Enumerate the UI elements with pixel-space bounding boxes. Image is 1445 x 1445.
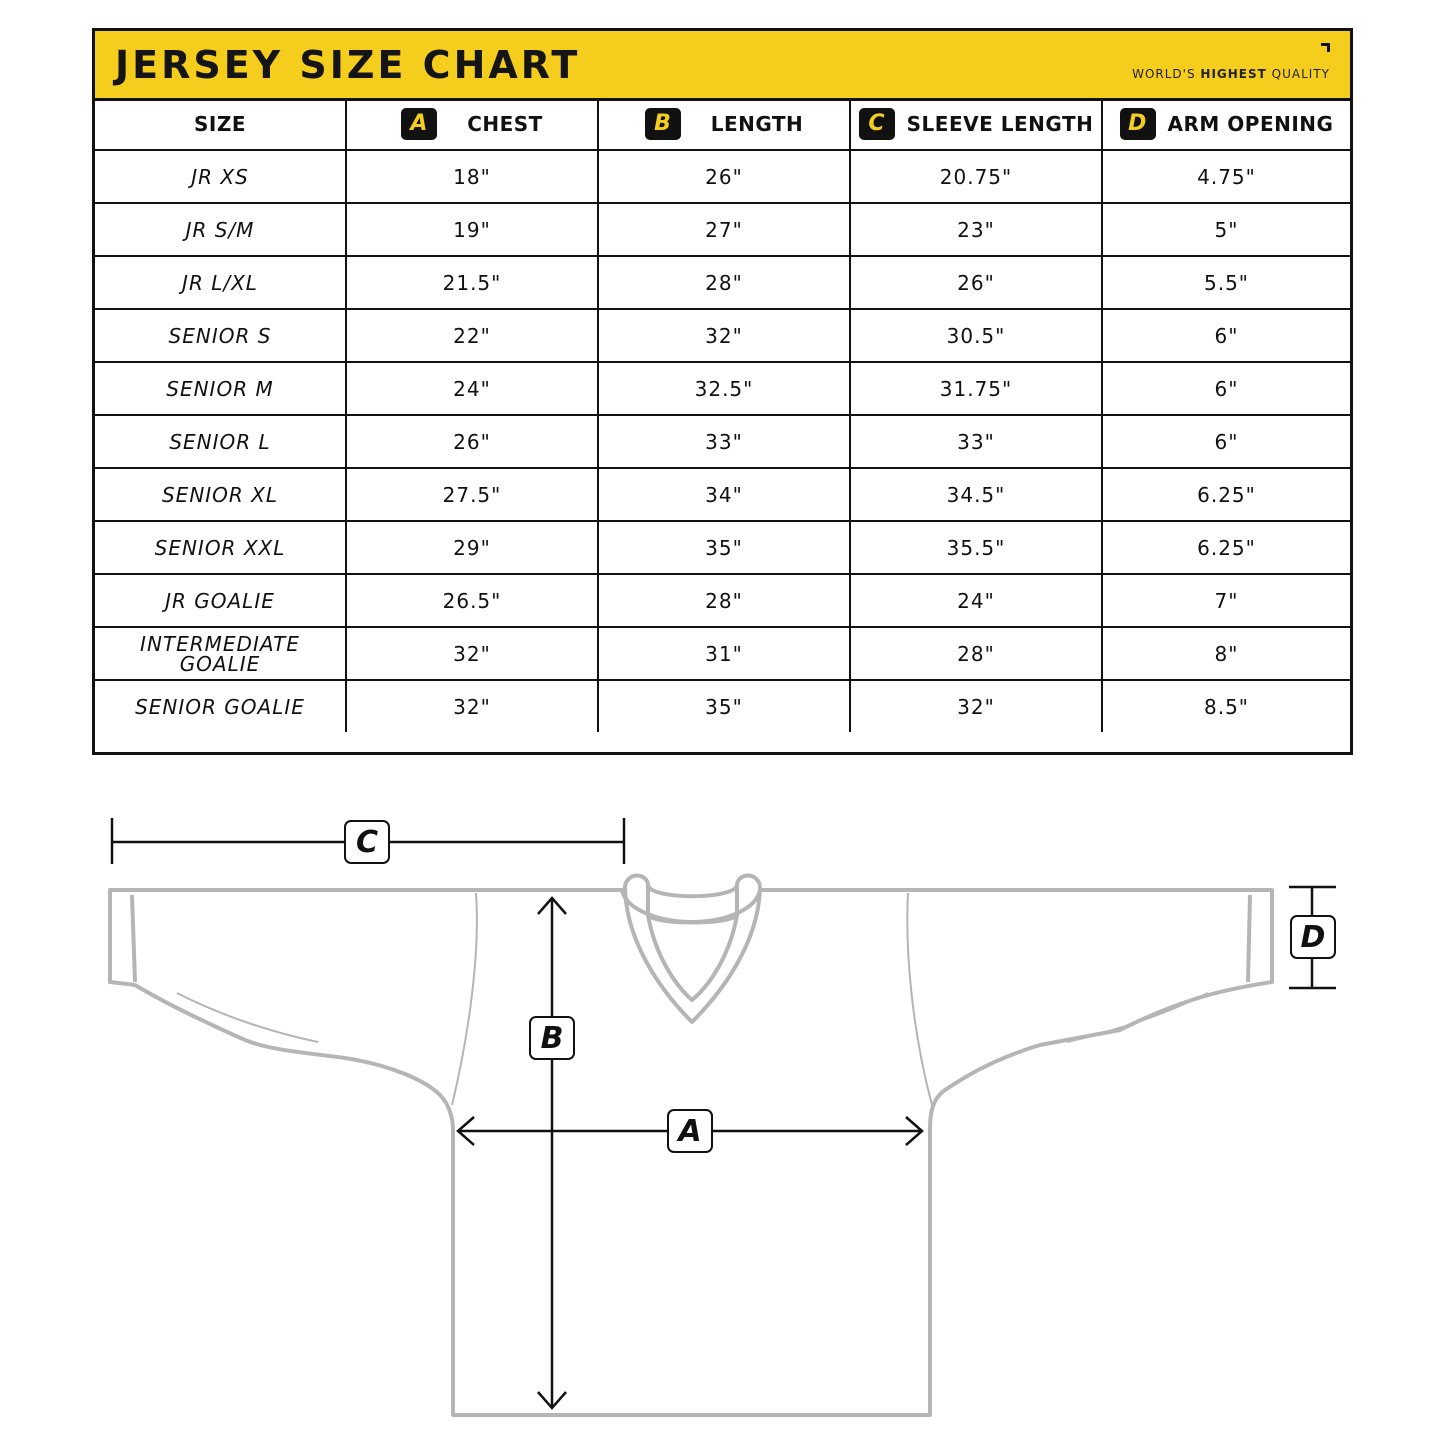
header-length: [598, 98, 850, 150]
header-chest-label: CHEST: [467, 111, 543, 136]
sleeve-cell: 23": [850, 203, 1102, 256]
chest-cell: 18": [346, 150, 598, 203]
sleeve-cell: 20.75": [850, 150, 1102, 203]
arm-cell: 6.25": [1102, 468, 1350, 521]
header-arm-opening: [1102, 98, 1350, 150]
length-cell: 32": [598, 309, 850, 362]
length-cell: 28": [598, 256, 850, 309]
length-cell: 31": [598, 627, 850, 680]
sleeve-cell: 32": [850, 680, 1102, 732]
tagline-prefix: WORLD'S: [1132, 67, 1196, 81]
arm-cell: 6.25": [1102, 521, 1350, 574]
arm-cell: 8.5": [1102, 680, 1350, 732]
measure-b-arrow: [538, 898, 566, 1408]
size-cell: SENIOR XXL: [95, 521, 346, 574]
tagline-bold: HIGHEST: [1200, 67, 1267, 81]
table-row: [95, 256, 1350, 309]
header-length-label: LENGTH: [710, 111, 804, 136]
table-row: [95, 627, 1350, 680]
table-row: [95, 468, 1350, 521]
size-cell: SENIOR GOALIE: [95, 680, 346, 732]
length-cell: 33": [598, 415, 850, 468]
corner-mark-icon: [1321, 43, 1330, 52]
length-cell: 32.5": [598, 362, 850, 415]
chart-title: JERSEY SIZE CHART: [115, 43, 581, 87]
arm-cell: 4.75": [1102, 150, 1350, 203]
size-cell: SENIOR S: [95, 309, 346, 362]
chest-cell: 29": [346, 521, 598, 574]
sleeve-cell: 26": [850, 256, 1102, 309]
table-row: [95, 362, 1350, 415]
sleeve-cell: 28": [850, 627, 1102, 680]
label-d: D: [1290, 915, 1336, 959]
badge-b-icon: B: [645, 108, 681, 140]
sleeve-cell: 34.5": [850, 468, 1102, 521]
length-cell: 26": [598, 150, 850, 203]
arm-cell: 5": [1102, 203, 1350, 256]
header-size-label: SIZE: [193, 111, 246, 136]
tagline: [1132, 67, 1330, 81]
chest-cell: 27.5": [346, 468, 598, 521]
chest-cell: 26.5": [346, 574, 598, 627]
sleeve-cell: 24": [850, 574, 1102, 627]
label-b: B: [529, 1016, 575, 1060]
header-sleeve-label: SLEEVE LENGTH: [906, 111, 1094, 136]
chest-cell: 21.5": [346, 256, 598, 309]
size-cell: SENIOR L: [95, 415, 346, 468]
table-row: [95, 150, 1350, 203]
size-cell: [95, 627, 346, 680]
chest-cell: 26": [346, 415, 598, 468]
table-row: [95, 415, 1350, 468]
size-cell: JR S/M: [95, 203, 346, 256]
sleeve-cell: 33": [850, 415, 1102, 468]
length-cell: 28": [598, 574, 850, 627]
arm-cell: 5.5": [1102, 256, 1350, 309]
chest-cell: 19": [346, 203, 598, 256]
badge-c-icon: C: [859, 108, 895, 140]
length-cell: 35": [598, 680, 850, 732]
label-a: A: [667, 1109, 713, 1153]
length-cell: 27": [598, 203, 850, 256]
chest-cell: 32": [346, 627, 598, 680]
arm-cell: 6": [1102, 362, 1350, 415]
chart-banner: [95, 31, 1350, 101]
size-chart: [92, 28, 1353, 755]
table-row: [95, 680, 1350, 732]
table-row: [95, 574, 1350, 627]
size-table: [95, 98, 1350, 732]
sleeve-cell: 31.75": [850, 362, 1102, 415]
size-cell: JR L/XL: [95, 256, 346, 309]
arm-cell: 8": [1102, 627, 1350, 680]
header-arm-label: ARM OPENING: [1167, 111, 1334, 136]
size-cell: JR XS: [95, 150, 346, 203]
badge-d-icon: D: [1120, 108, 1156, 140]
size-cell: JR GOALIE: [95, 574, 346, 627]
header-chest: [346, 98, 598, 150]
header-sleeve-length: [850, 98, 1102, 150]
tagline-suffix: QUALITY: [1271, 67, 1330, 81]
table-row: [95, 309, 1350, 362]
arm-cell: 6": [1102, 309, 1350, 362]
sleeve-cell: 35.5": [850, 521, 1102, 574]
arm-cell: 7": [1102, 574, 1350, 627]
header-row: [95, 98, 1350, 150]
table-row: [95, 203, 1350, 256]
size-cell: SENIOR XL: [95, 468, 346, 521]
size-cell-text: INTERMEDIATE GOALIE: [140, 631, 300, 676]
length-cell: 34": [598, 468, 850, 521]
length-cell: 35": [598, 521, 850, 574]
sleeve-cell: 30.5": [850, 309, 1102, 362]
chest-cell: 32": [346, 680, 598, 732]
chest-cell: 24": [346, 362, 598, 415]
header-size: [95, 98, 346, 150]
arm-cell: 6": [1102, 415, 1350, 468]
table-row: [95, 521, 1350, 574]
badge-a-icon: A: [401, 108, 437, 140]
size-cell: SENIOR M: [95, 362, 346, 415]
label-c: C: [344, 820, 390, 864]
chest-cell: 22": [346, 309, 598, 362]
